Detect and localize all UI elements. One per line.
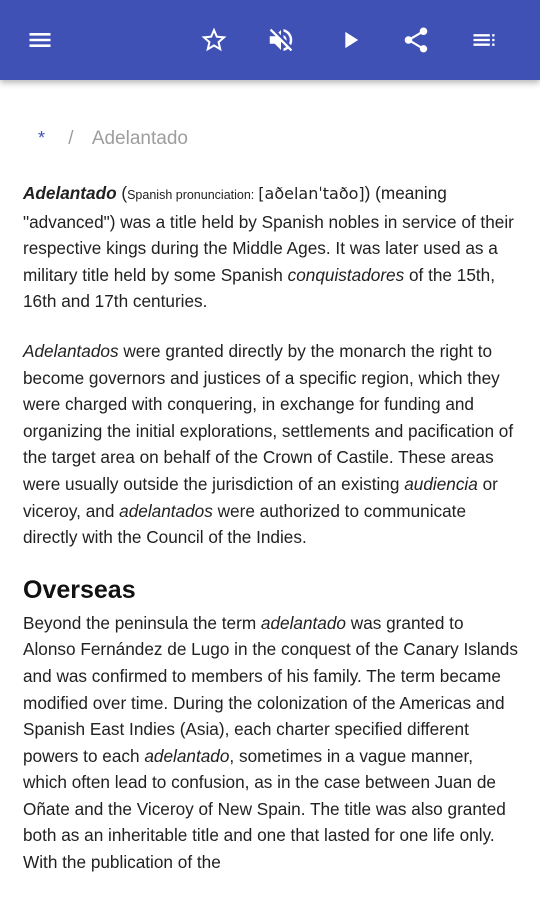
italic-term: adelantado [144,745,230,766]
menu-button[interactable] [20,20,60,60]
volume-off-icon [266,25,296,55]
text-span: were granted directly by the monarch the right to become governors and justices of a specific region, which they were charged with conquering, in exchange for funding and organizing the initial explorations, settlements and pacification of the target area on behalf of the Crown of Castile. These areas were usually outside the jurisdiction of an existing [23,340,514,494]
governance-paragraph [23,338,519,551]
italic-term: audiencia [404,473,478,494]
italic-term: conquistadores [287,264,405,285]
menu-icon [26,26,54,54]
article-term: Adelantado [23,183,117,203]
section-heading-overseas: Overseas [23,575,136,604]
text-span: , sometimes in a vague manner, which often lead to confusion, as in the case between Juan de Oñate and the Viceroy of New Spain. The title was also granted both as an inheritable title and one that lasted for one life only. With the publication of the [23,745,506,873]
breadcrumb-home-link[interactable]: * [38,128,46,148]
toc-icon [470,26,498,54]
pronunciation-ipa[interactable]: [aðelanˈtaðo] [258,184,365,203]
mute-button[interactable] [261,20,301,60]
article-content [0,80,540,900]
article-body [23,180,519,899]
pronunciation-label: Spanish pronunciation: [127,188,255,202]
share-icon [401,25,431,55]
breadcrumb-separator: / [68,128,74,149]
breadcrumb [38,128,188,150]
breadcrumb-current: Adelantado [91,128,188,149]
favorite-button[interactable] [194,20,234,60]
star-icon [199,25,229,55]
text-span: was granted to Alonso Fernández de Lugo in the conquest of the Canary Islands and was confirmed to members of his family. The term became modified over time. During the colonization of the Americas and Spanish East Indies (Asia), each charter specified different powers to each [23,612,518,766]
text-span: Beyond the peninsula the term [23,612,261,633]
intro-paragraph [23,180,519,315]
text-span: of the 15th, 16th and 17th centuries. [23,264,495,312]
play-icon [336,26,364,54]
text-span: or viceroy, and [23,473,498,521]
text-span: ) (meaning "advanced") was a title held by Spanish nobles in service of their respective kings during the Middle Ages. It was later used as a military title held by some Spanish [23,183,514,285]
share-button[interactable] [396,20,436,60]
text-span: were authorized to communicate directly with the Council of the Indies. [23,500,467,548]
italic-term: adelantado [260,612,346,633]
play-button[interactable] [330,20,370,60]
app-toolbar [0,0,540,80]
overseas-paragraph [23,610,519,876]
italic-term: Adelantados [23,340,119,361]
italic-term: adelantados [119,500,213,521]
text-span: ( [116,183,128,203]
table-of-contents-button[interactable] [464,20,504,60]
